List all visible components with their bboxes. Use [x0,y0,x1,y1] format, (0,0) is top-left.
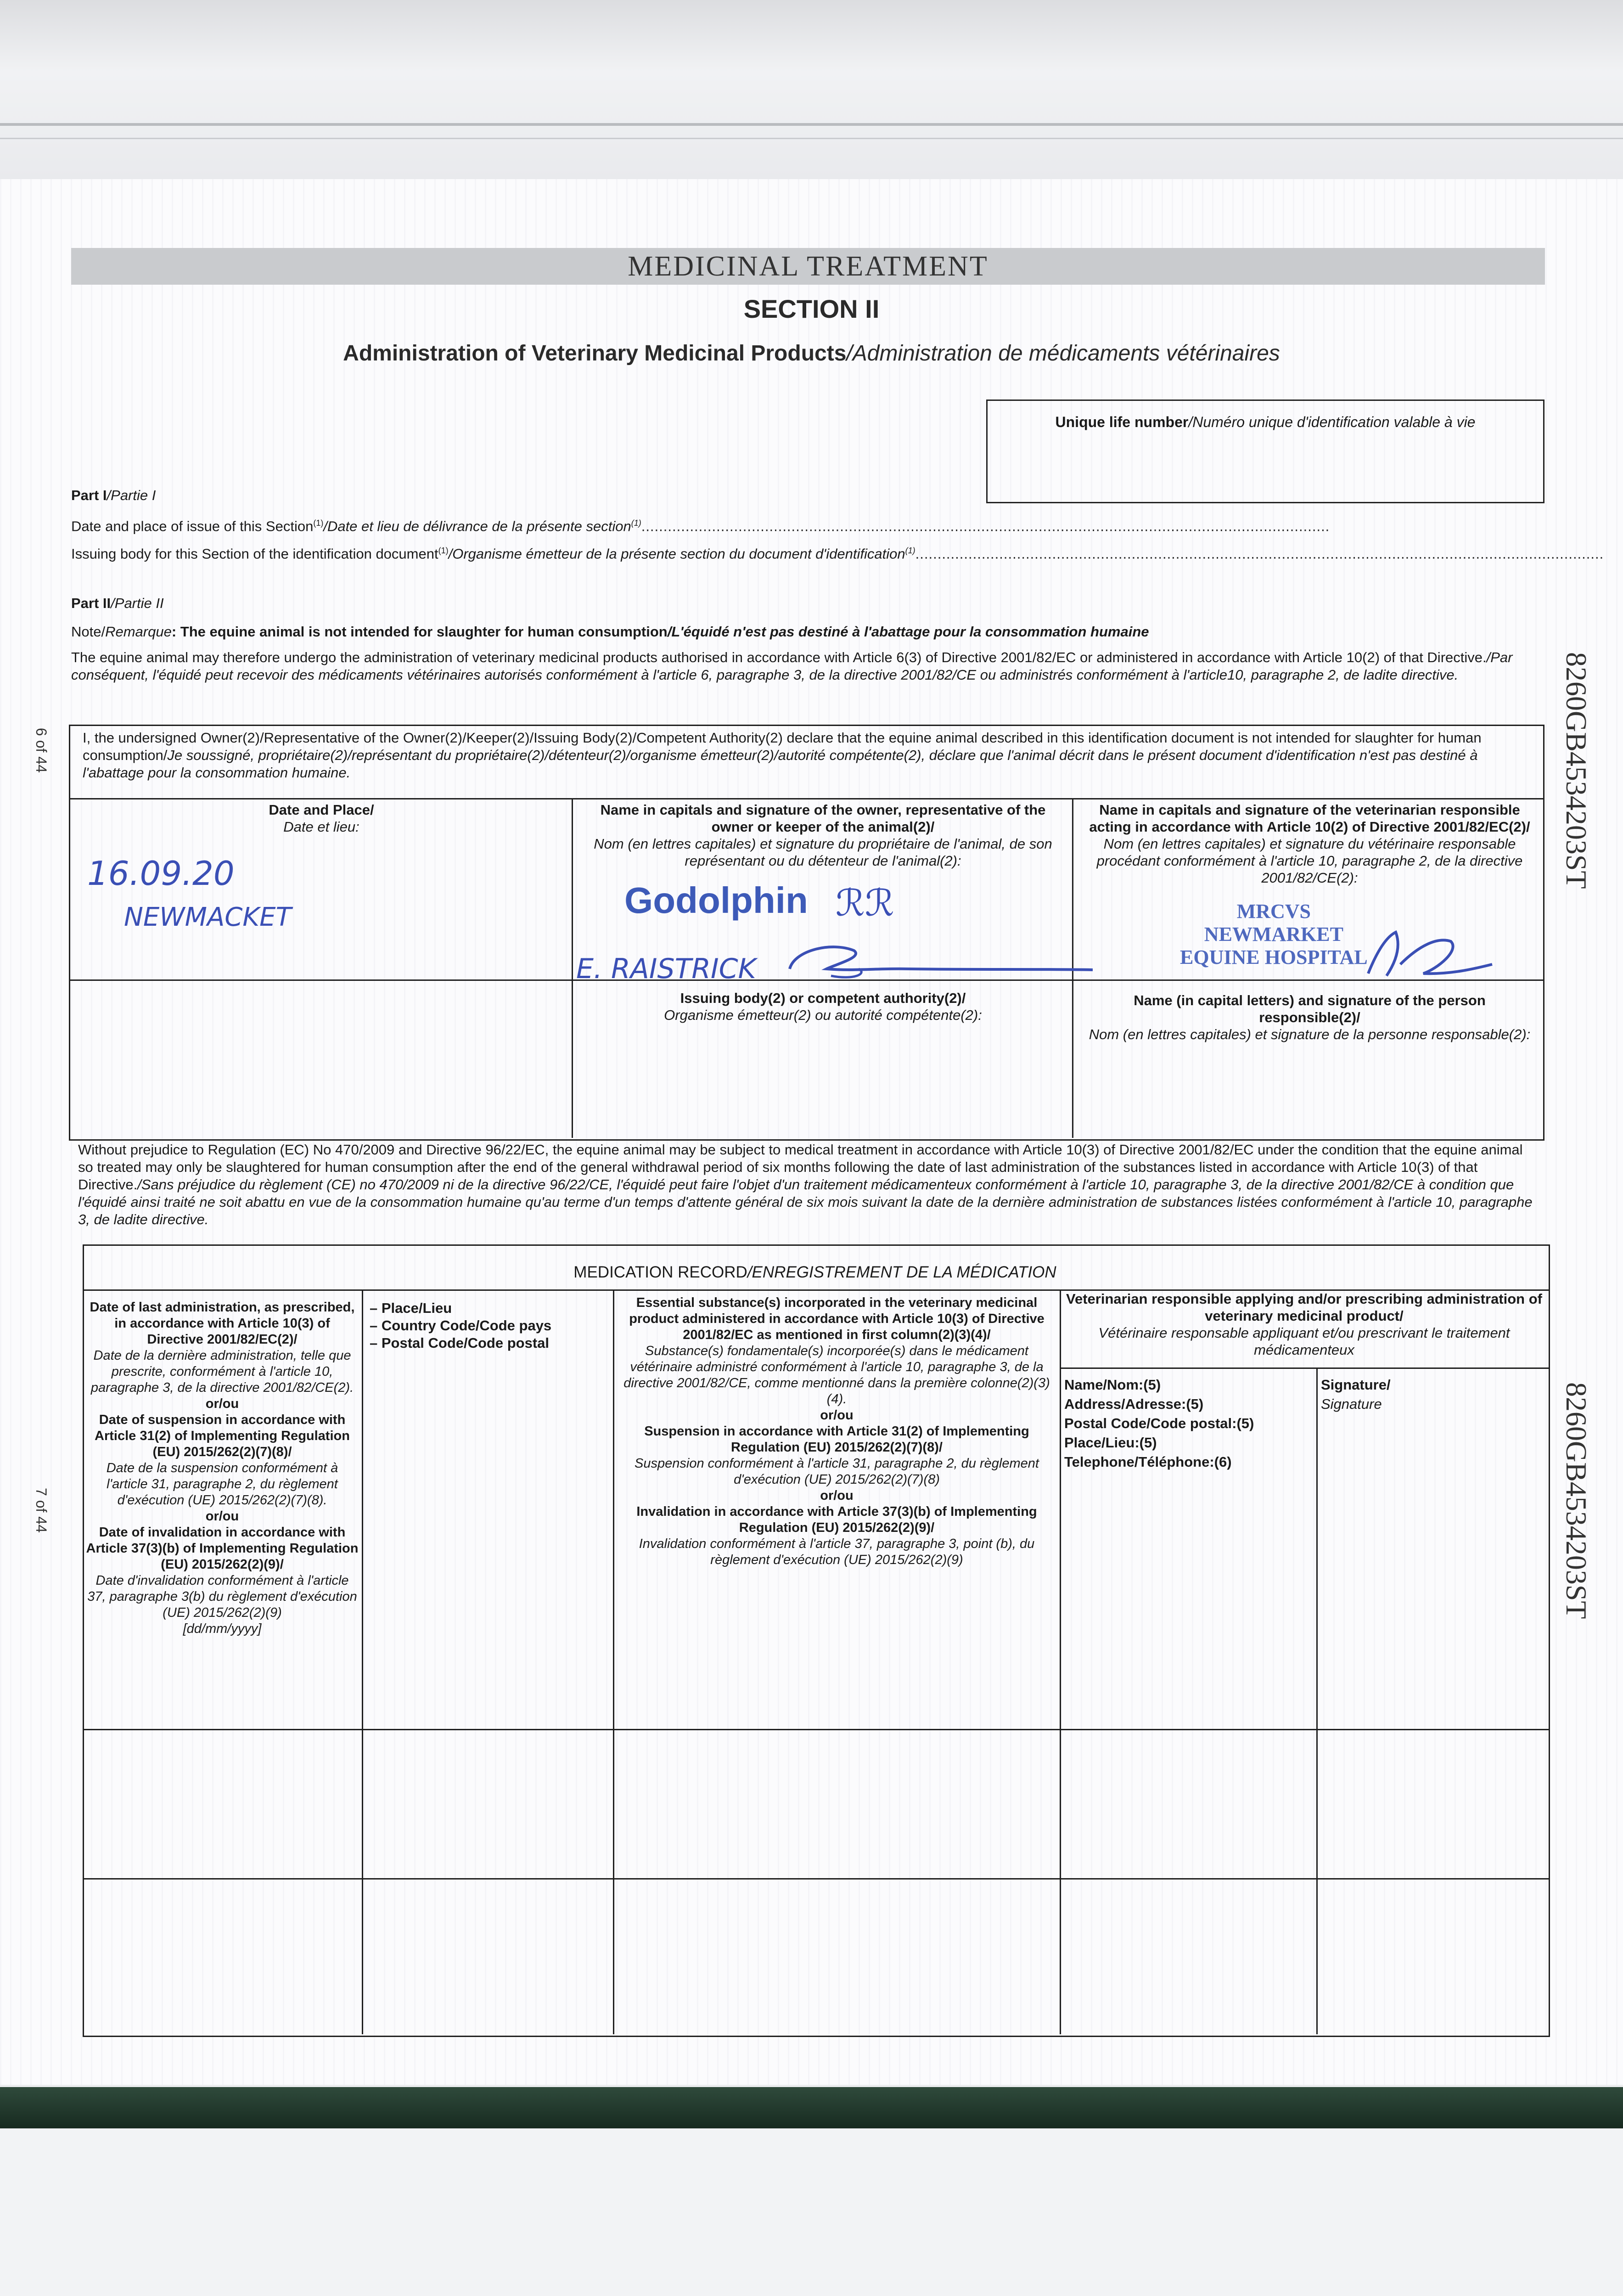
last-administration-line: or/ou [205,1396,239,1411]
unique-life-number-label [988,414,1543,431]
table-rule [362,1289,363,2034]
section-title: SECTION II [743,294,880,323]
part-one-heading-en: Part I [71,487,107,503]
essential-substances-line: Invalidation conformément à l'article 37, paragraphe 3, point (b), du règlement d'exécution (UE) 2015/262(2)(9) [639,1536,1035,1567]
note-label-en: Note/ [71,624,106,640]
person-responsible-header-en: Name (in capital letters) and signature of the person responsible(2)/ [1134,992,1486,1025]
signature-label-fr: Signature [1321,1396,1382,1412]
owner-signature-header-en: Name in capitals and signature of the owner, representative of the owner or keeper of the animal(2)/ [600,802,1046,835]
handwritten-place: NEWMACKET [124,902,292,932]
uln-label-fr: /Numéro unique d'identification valable à vie [1188,414,1476,430]
vet-detail-line: Place/Lieu:(5) [1064,1435,1157,1451]
scanner-background-top [0,0,1623,179]
last-administration-line: Date d'invalidation conformément à l'article 37, paragraphe 3(b) du règlement d'exécution (UE) 2015/262(2)(9) [87,1573,357,1620]
essential-substances-header [618,1295,1056,1568]
part-two-paragraph-fr: /Par conséquent, l'équidé peut recevoir des médicaments vétérinaires autorisés conformément à l'article 6, paragraphe 3, de la directive 2001/82/CE ou administrés conformément à l'article10, paragraphe 2, de ladite directive. [71,649,1513,683]
person-responsible-header [1084,992,1536,1043]
issuing-body-header [583,990,1063,1024]
scanner-edge-line [0,138,1623,139]
table-rule [83,1878,1549,1880]
scanner-background-bottom [0,2128,1623,2296]
page-bottom-band [0,2087,1623,2128]
date-place-header [76,801,567,835]
person-responsible-header-fr: Nom (en lettres capitales) et signature de la personne responsable(2): [1089,1026,1531,1042]
vet-stamp-line2: EQUINE HOSPITAL [1180,946,1368,968]
essential-substances-line: Substance(s) fondamentale(s) incorporée(s) dans le médicament vétérinaire administré conformément à l'article 10, paragraphe 3, de la directive 2001/82/CE, comme mentionné dans la première colonne(2)(3)(4). [623,1344,1050,1407]
table-rule [613,1289,614,2034]
last-administration-line: Date of last administration, as prescribed, in accordance with Article 10(3) of Directive 2001/82/EC(2)/ [90,1300,355,1347]
medication-record-title [83,1264,1547,1281]
page-number-7: 7 of 44 [33,1488,50,1533]
place-country-postal-line: – Postal Code/Code postal [370,1335,550,1351]
part-two-paragraph-en: The equine animal may therefore undergo the administration of veterinary medicinal products authorised in accordance with Article 6(3) of Directive 2001/82/EC or administered in accordance with Article 10(2) of that Directive. [71,649,1487,665]
part-one-issuing-body-line [71,542,1604,563]
essential-substances-line: or/ou [820,1408,854,1423]
part-two-heading-en: Part II [71,595,111,611]
last-administration-line: [dd/mm/yyyy] [183,1621,262,1636]
side-document-code-top: 8260GB4534203ST [1560,652,1593,889]
table-rule [83,1729,1549,1730]
date-place-label-en: Date and place of issue of this Section [71,518,314,535]
essential-substances-line: Invalidation in accordance with Article 37(3)(b) of Implementing Regulation (EU) 2015/262(2)(9)/ [636,1504,1037,1535]
table-rule [572,798,573,1138]
footnote-ref: (1) [313,518,324,528]
part-two-heading [71,595,164,612]
scanner-edge-line [0,123,1623,126]
essential-substances-line: Essential substance(s) incorporated in the veterinary medicinal product administered in accordance with Article 10(3) of Directive 2001/82/EC as mentioned in first column(2)(3)(4)/ [629,1295,1045,1342]
banner-medicinal-treatment: MEDICINAL TREATMENT [71,248,1545,285]
note-text-fr: /L'équidé n'est pas destiné à l'abattage pour la consommation humaine [667,624,1149,640]
part-two-heading-fr: /Partie II [111,595,164,611]
part-one-date-place-line [71,514,1330,535]
administration-title-en: Administration of Veterinary Medicinal Products [343,341,847,366]
vet-signature-header-en: Name in capitals and signature of the veterinarian responsible acting in accordance with Article 10(2) of Directive 2001/82/EC(2)/ [1089,802,1530,835]
issuing-body-label-fr: /Organisme émetteur de la présente section du document d'identification [448,546,905,562]
footnote-ref: (1) [905,546,915,555]
part-one-heading [71,487,156,504]
unique-life-number-box [986,400,1544,503]
table-rule [1316,1367,1318,2034]
administration-title [0,341,1623,366]
declaration-text-fr: Je soussigné, propriétaire(2)/représentant du propriétaire(2)/détenteur(2)/organisme émetteur(2)/autorité compétente(2), déclare que l'animal décrit dans le présent document d'identification n'est pas destiné à l'abattage pour la consommation humaine. [83,747,1478,781]
prejudice-paragraph-en: Without prejudice to Regulation (EC) No 470/2009 and Directive 96/22/EC, the equine animal may be subject to medical treatment in accordance with Article 10(3) of Directive 2001/82/EC under the condition that the equine animal so treated may only be slaughtered for human consumption after the end of the general withdrawal period of six months following the date of last administration of the substances listed in accordance with Article 10(3) of that Directive. [78,1142,1523,1193]
essential-substances-line: Suspension in accordance with Article 31(2) of Implementing Regulation (EU) 2015/262(2)(7)(8)/ [644,1424,1029,1455]
owner-stamp: Godolphin [624,880,808,921]
side-document-code-bottom: 8260GB4534203ST [1560,1382,1593,1619]
date-place-header-en: Date and Place/ [269,802,374,818]
prejudice-paragraph-fr: /Sans préjudice du règlement (CE) no 470/2009 ni de la directive 96/22/CE, l'équidé peut faire l'objet d'un traitement médicamenteux conformément à l'article 10, paragraphe 3, de la directive 2001/82/CE à condition que l'équidé ainsi traité ne soit abattu en vue de la consommation humaine qu'au terme d'un temps d'attente général de six mois suivant la date de la dernière administration de substances listées conformément à l'article 10, paragraphe 3, de ladite directive. [78,1176,1533,1227]
signature-field [1321,1375,1449,1414]
issuing-body-header-en: Issuing body(2) or competent authority(2)/ [680,990,966,1006]
note-text-en: : The equine animal is not intended for slaughter for human consumption [171,624,668,640]
last-administration-line: Date de la dernière administration, telle que prescrite, conformément à l'article 10, paragraphe 3, de la directive 2001/82/CE(2). [90,1348,354,1395]
footnote-ref: (1) [631,518,641,528]
vet-responsible-header-fr: Vétérinaire responsable appliquant et/ou prescrivant le traitement médicamenteux [1098,1325,1510,1358]
vet-signature [1359,923,1497,983]
vet-stamp-line0: MRCVS [1236,900,1311,923]
signature-label-en: Signature/ [1321,1377,1391,1393]
owner-signature [716,937,1097,987]
place-country-postal-header [370,1300,608,1352]
last-administration-line: Date de la suspension conformément à l'article 31, paragraphe 2, du règlement d'exécution (UE) 2015/262(2)(7)(8). [106,1461,338,1508]
declaration-text-en: I, the undersigned Owner(2)/Representative of the Owner(2)/Keeper(2)/Issuing Body(2)/Competent Authority(2) declare that the equine animal described in this identification document is not intended for slaughter for human consumption/ [83,730,1482,763]
table-rule [69,798,1543,799]
vet-detail-line: Postal Code/Code postal:(5) [1064,1415,1254,1431]
part-two-paragraph [71,649,1540,684]
administration-title-fr: /Administration de médicaments vétérinaires [846,341,1280,366]
handwritten-date: 16.09.20 [87,854,235,893]
vet-details-fields [1064,1375,1312,1472]
part-one-heading-fr: /Partie I [107,487,156,503]
table-rule [1060,1289,1061,2034]
medication-record-title-en: MEDICATION RECORD [573,1263,747,1281]
last-administration-header [85,1300,359,1637]
owner-initials: ℛℛ [836,882,894,924]
last-administration-line: Date of suspension in accordance with Article 31(2) of Implementing Regulation (EU) 2015/262(2)(7)(8)/ [95,1412,350,1459]
owner-signature-header [583,801,1063,869]
essential-substances-line: or/ou [820,1488,854,1503]
page-number-6: 6 of 44 [33,728,50,773]
vet-responsible-header [1064,1290,1544,1358]
vet-stamp-line1: NEWMARKET [1204,923,1343,945]
owner-signature-header-fr: Nom (en lettres capitales) et signature du propriétaire de l'animal, de son représentant ou du détenteur de l'animal(2): [594,836,1052,869]
vet-stamp [1180,900,1368,969]
vet-detail-line: Name/Nom:(5) [1064,1377,1161,1393]
table-rule [1060,1367,1549,1369]
last-administration-line: or/ou [205,1509,239,1524]
vet-signature-header-fr: Nom (en lettres capitales) et signature du vétérinaire responsable procédant conformément à l'article 10, paragraphe 2, de la directive 2001/82/CE(2): [1096,836,1523,886]
declaration-text [83,729,1529,782]
vet-signature-header [1084,801,1536,886]
note-label-fr: Remarque [105,624,172,640]
vet-detail-line: Telephone/Téléphone:(6) [1064,1454,1232,1470]
place-country-postal-line: – Place/Lieu [370,1300,452,1316]
handwritten-owner-name: E. RAISTRICK [576,953,756,985]
issuing-body-header-fr: Organisme émetteur(2) ou autorité compétente(2): [664,1007,982,1023]
last-administration-line: Date of invalidation in accordance with Article 37(3)(b) of Implementing Regulation (EU) 2015/262(2)(9)/ [86,1525,359,1572]
uln-label-en: Unique life number [1055,414,1189,430]
date-place-label-fr: /Date et lieu de délivrance de la présente section [323,518,631,535]
essential-substances-line: Suspension conformément à l'article 31, paragraphe 2, du règlement d'exécution (UE) 2015/262(2)(7)(8) [635,1456,1039,1487]
place-country-postal-line: – Country Code/Code pays [370,1317,552,1334]
vet-detail-line: Address/Adresse:(5) [1064,1396,1204,1412]
prejudice-paragraph [78,1141,1540,1228]
issuing-body-label-en: Issuing body for this Section of the identification document [71,546,438,562]
fill-dots: ............................................................................................................................................................ [641,518,1330,535]
medication-record-title-fr: /ENREGISTREMENT DE LA MÉDICATION [747,1263,1056,1281]
date-place-header-fr: Date et lieu: [283,819,359,835]
fill-dots: ............................................................................................................................................................ [915,546,1604,562]
part-two-note [71,623,1540,641]
footnote-ref: (1) [438,546,449,555]
vet-responsible-header-en: Veterinarian responsible applying and/or prescribing administration of veterinary medicinal product/ [1066,1291,1542,1324]
